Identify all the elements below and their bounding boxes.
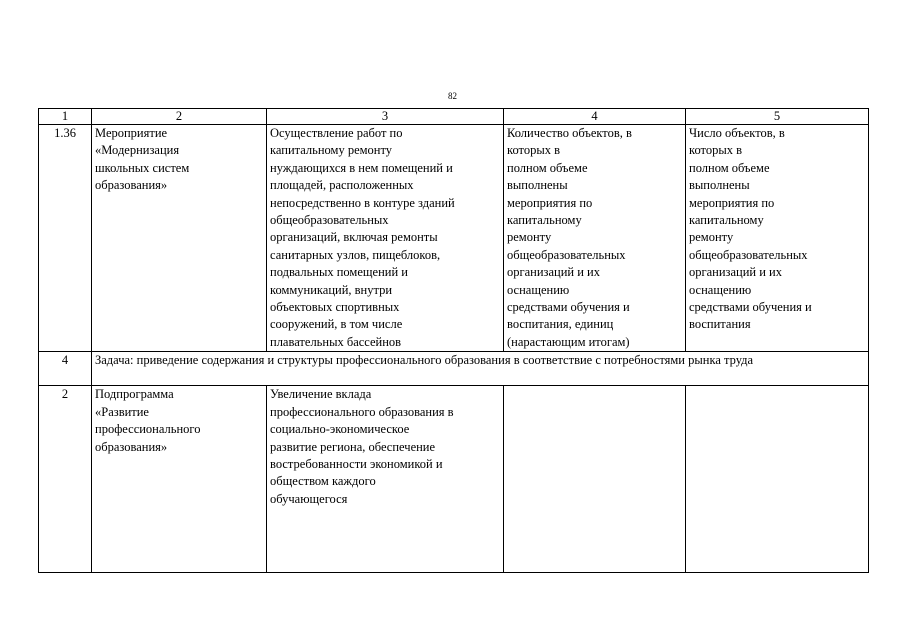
table-row <box>39 125 869 352</box>
event-description-cell <box>267 125 504 352</box>
cell-line: мероприятия по <box>507 195 593 210</box>
indicator-cell <box>504 386 686 573</box>
result-cell <box>686 125 869 352</box>
cell-line: мероприятия по <box>689 195 775 210</box>
cell-line: подвальных помещений и <box>270 265 408 280</box>
cell-line: капитальному <box>689 213 764 228</box>
cell-line: капитальному <box>507 213 582 228</box>
cell-line: общеобразовательных <box>507 247 626 262</box>
cell-line: «Модернизация <box>95 143 180 158</box>
cell-line: Осуществление работ по <box>270 126 403 140</box>
cell-line: Число объектов, в <box>689 126 785 140</box>
header-cell: 2 <box>92 109 267 125</box>
cell-line: организаций и их <box>507 265 600 280</box>
cell-line: воспитания <box>689 317 751 332</box>
cell-line: воспитания, единиц <box>507 317 614 332</box>
cell-line: оснащению <box>689 282 752 297</box>
cell-line: санитарных узлов, пищеблоков, <box>270 247 441 262</box>
cell-line: образования» <box>95 178 168 193</box>
cell-line: площадей, расположенных <box>270 178 414 193</box>
task-cell: Задача: приведение содержания и структуры профессионального образования в соответствие с потребностями рынка труда <box>92 352 869 386</box>
cell-line: общеобразовательных <box>270 213 389 228</box>
row-number: 1.36 <box>39 125 92 352</box>
cell-line: (нарастающим итогам) <box>507 334 630 349</box>
cell-line: оснащению <box>507 282 570 297</box>
cell-line: коммуникаций, внутри <box>270 282 393 297</box>
cell-line: нуждающихся в нем помещений и <box>270 160 453 175</box>
cell-line: Количество объектов, в <box>507 126 632 140</box>
indicator-cell <box>504 125 686 352</box>
cell-line: Подпрограмма <box>95 387 174 402</box>
cell-line: Увеличение вклада <box>270 387 372 402</box>
cell-line: ремонту <box>689 230 734 245</box>
result-cell <box>686 386 869 573</box>
cell-line: организаций и их <box>689 265 782 280</box>
cell-line: ремонту <box>507 230 552 245</box>
header-cell: 3 <box>267 109 504 125</box>
cell-line: востребованности экономикой и <box>270 456 443 471</box>
cell-line: обществом каждого <box>270 474 376 489</box>
row-number: 4 <box>39 352 92 386</box>
cell-line: плавательных бассейнов <box>270 334 402 349</box>
cell-line: сооружений, в том числе <box>270 317 403 332</box>
subprogram-name-cell <box>92 386 267 573</box>
cell-line: выполнены <box>689 178 750 193</box>
cell-line: непосредственно в контуре зданий <box>270 195 455 210</box>
table-row <box>39 386 869 573</box>
header-cell: 4 <box>504 109 686 125</box>
cell-line: которых в <box>507 143 560 158</box>
cell-line: профессионального <box>95 422 201 437</box>
page-number: 82 <box>448 91 457 101</box>
cell-line: средствами обучения и <box>689 300 812 315</box>
cell-line: которых в <box>689 143 742 158</box>
cell-line: Мероприятие <box>95 126 168 140</box>
header-cell: 5 <box>686 109 869 125</box>
cell-line: образования» <box>95 439 168 454</box>
cell-line: выполнены <box>507 178 568 193</box>
cell-line: объектовых спортивных <box>270 300 400 315</box>
cell-line: обучающегося <box>270 491 348 506</box>
indicators-table <box>38 108 869 573</box>
event-name-cell <box>92 125 267 352</box>
cell-line: общеобразовательных <box>689 247 808 262</box>
cell-line: школьных систем <box>95 160 190 175</box>
cell-line: социально-экономическое <box>270 422 410 437</box>
cell-line: развитие региона, обеспечение <box>270 439 436 454</box>
subprogram-description-cell <box>267 386 504 573</box>
cell-line: средствами обучения и <box>507 300 630 315</box>
cell-line: организаций, включая ремонты <box>270 230 438 245</box>
header-cell: 1 <box>39 109 92 125</box>
cell-line: полном объеме <box>689 160 770 175</box>
cell-line: «Развитие <box>95 404 149 419</box>
cell-line: полном объеме <box>507 160 588 175</box>
cell-line: профессионального образования в <box>270 404 454 419</box>
row-number: 2 <box>39 386 92 573</box>
table-row <box>39 352 869 386</box>
cell-line: капитальному ремонту <box>270 143 393 158</box>
table-header-row <box>39 109 869 125</box>
